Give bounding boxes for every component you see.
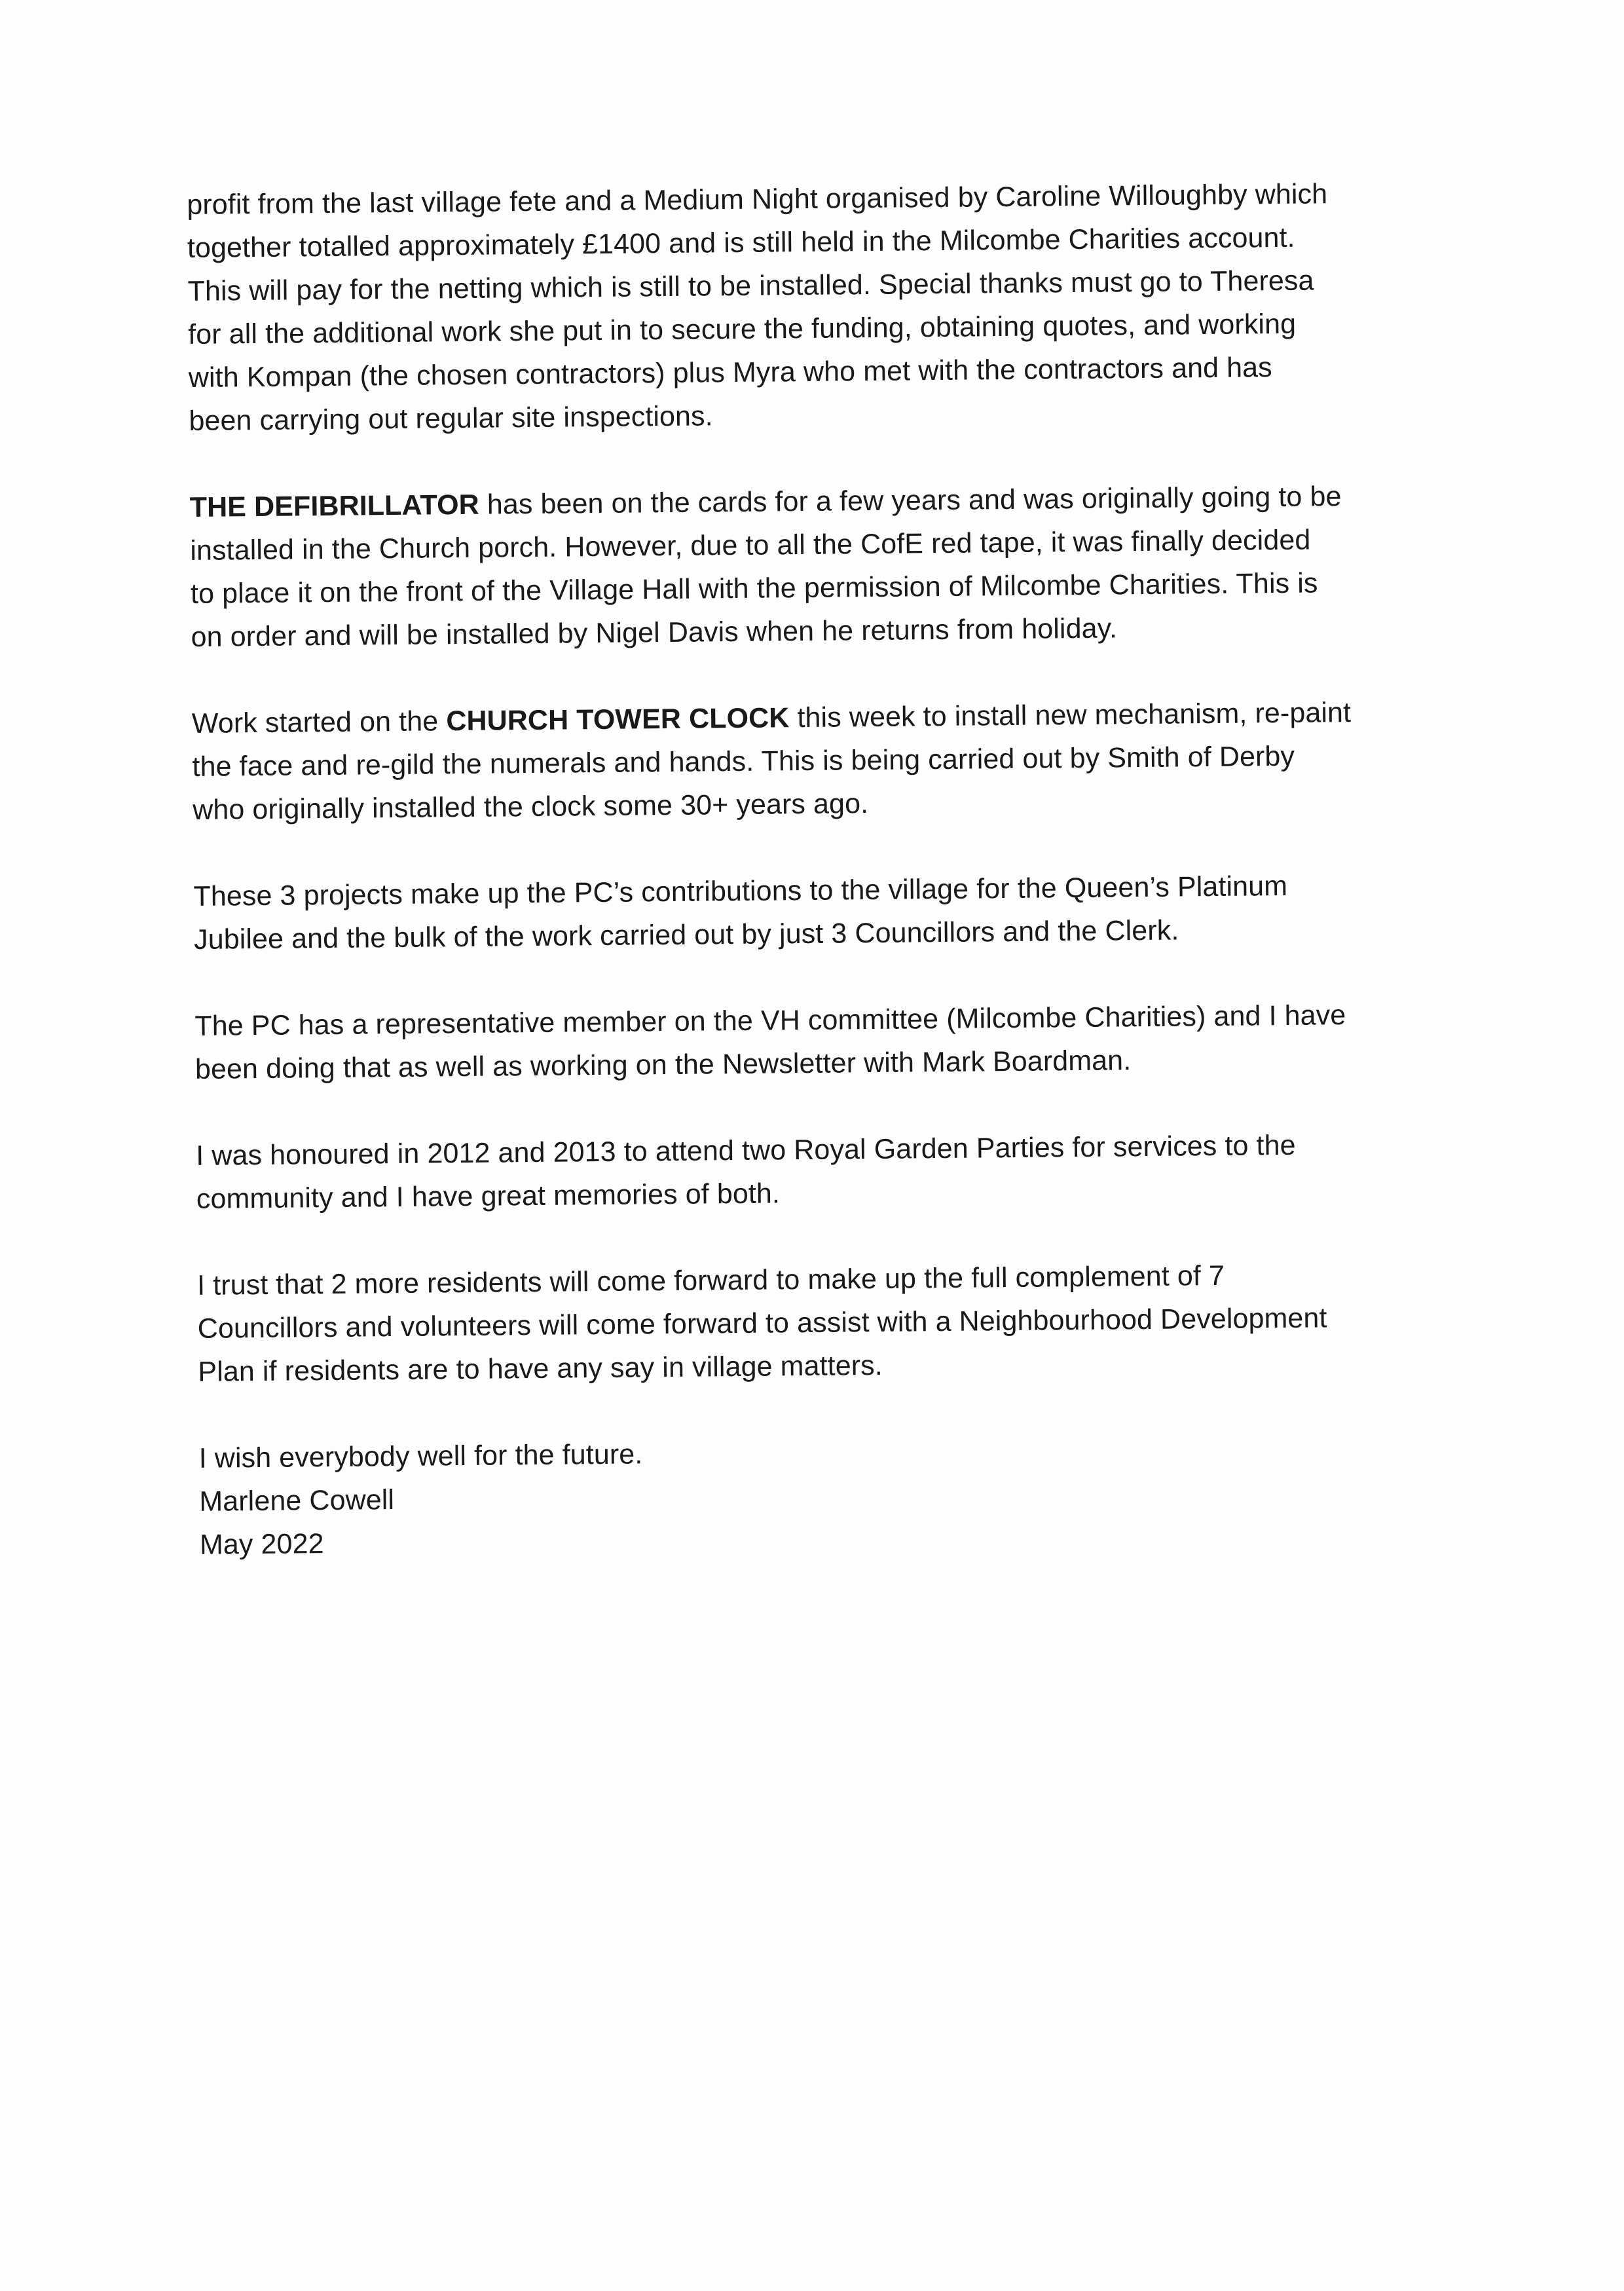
text-line: been doing that as well as working on the Newsletter with Mark Boardman.: [194, 1045, 1132, 1085]
text-line: the face and re-gild the numerals and hands. This is being carried out by Smith of Derby: [192, 740, 1295, 783]
text-line: to place it on the front of the Village Hall with the permission of Milcombe Charities. This is: [190, 567, 1318, 610]
text-line: These 3 projects make up the PC’s contributions to the village for the Queen’s Platinum: [193, 870, 1288, 912]
paragraph-church-clock: [192, 690, 1437, 832]
paragraph-defibrillator: [189, 474, 1435, 659]
text-fragment: this week to install new mechanism, re-paint: [789, 696, 1352, 734]
text-line: Jubilee and the bulk of the work carried out by just 3 Councillors and the Clerk.: [193, 914, 1179, 956]
text-line: The PC has a representative member on the VH committee (Milcombe Charities) and I have: [194, 999, 1346, 1042]
letter-body: [187, 172, 1444, 1567]
heading-church-tower-clock: CHURCH TOWER CLOCK: [446, 702, 790, 737]
text-line: I was honoured in 2012 and 2013 to attend two Royal Garden Parties for services to the: [196, 1129, 1296, 1172]
paragraph-funding: [187, 172, 1433, 443]
closing-line: I wish everybody well for the future.: [198, 1438, 643, 1474]
heading-defibrillator: THE DEFIBRILLATOR: [189, 489, 479, 523]
text-line: This will pay for the netting which is still to be installed. Special thanks must go to Theresa: [187, 265, 1314, 307]
letter-date: May 2022: [199, 1528, 324, 1561]
text-line: for all the additional work she put in to secure the funding, obtaining quotes, and working: [187, 308, 1297, 350]
paragraph-jubilee: [193, 863, 1438, 961]
text-line: been carrying out regular site inspections.: [189, 400, 713, 437]
text-line: with Kompan (the chosen contractors) plus Myra who met with the contractors and has: [188, 352, 1273, 394]
text-line: I trust that 2 more residents will come forward to make up the full complement of 7: [196, 1259, 1225, 1301]
text-line: community and I have great memories of both.: [196, 1178, 781, 1215]
text-line: installed in the Church porch. However, due to all the CofE red tape, it was finally decided: [190, 524, 1311, 567]
text-line: who originally installed the clock some 30+ years ago.: [192, 788, 869, 826]
paragraph-councillors: [197, 1252, 1443, 1394]
text-fragment: Work started on the: [191, 705, 447, 739]
text-fragment: has been on the cards for a few years and was originally going to be: [479, 481, 1342, 521]
text-line: Councillors and volunteers will come forward to assist with a Neighbourhood Development: [197, 1302, 1327, 1345]
text-line: Plan if residents are to have any say in village matters.: [198, 1349, 883, 1388]
signoff: [198, 1425, 1444, 1567]
author-name: Marlene Cowell: [199, 1484, 395, 1518]
paragraph-vh-committee: [194, 993, 1439, 1091]
text-line: together totalled approximately £1400 and is still held in the Milcombe Charities account.: [187, 221, 1295, 264]
text-line: on order and will be installed by Nigel Davis when he returns from holiday.: [191, 612, 1118, 653]
paragraph-garden-parties: [196, 1123, 1441, 1221]
text-line: profit from the last village fete and a Medium Night organised by Caroline Willoughby which: [187, 178, 1328, 221]
